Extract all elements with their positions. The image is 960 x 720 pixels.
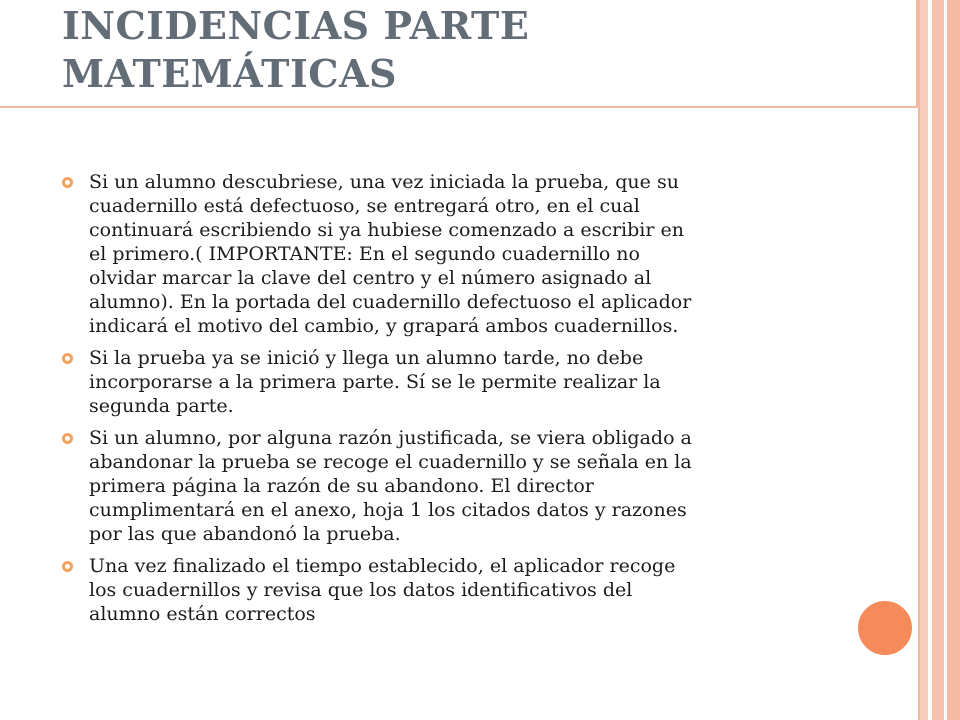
bullet-item <box>62 346 852 418</box>
bullet-line: abandonar la prueba se recoge el cuadernillo y se señala en la <box>89 451 692 473</box>
bullet-line: Si un alumno descubriese, una vez iniciada la prueba, que su <box>89 171 679 193</box>
bullet-item <box>62 170 852 338</box>
slide-title <box>62 2 882 98</box>
bullet-line: Una vez finalizado el tiempo establecido, el aplicador recoge <box>89 555 676 577</box>
stripe <box>920 0 928 720</box>
bullet-line: primera página la razón de su abandono. El director <box>89 475 594 497</box>
bullet-line: cuadernillo está defectuoso, se entregará otro, en el cual <box>89 195 640 217</box>
bullet-line: Si la prueba ya se inició y llega un alumno tarde, no debe <box>89 347 644 369</box>
bullet-list <box>62 170 852 634</box>
bullet-marker-icon <box>62 561 73 572</box>
bullet-line: alumno están correctos <box>89 603 316 625</box>
bullet-item <box>62 426 852 546</box>
accent-circle <box>856 599 914 657</box>
stripe <box>932 0 944 720</box>
stripe <box>947 0 960 720</box>
bullet-line: por las que abandonó la prueba. <box>89 523 401 545</box>
bullet-item <box>62 554 852 626</box>
title-line-2: MATEMÁTICAS <box>62 51 397 96</box>
bullet-line: incorporarse a la primera parte. Sí se le permite realizar la <box>89 371 661 393</box>
title-line-1: INCIDENCIAS PARTE <box>62 3 530 48</box>
bullet-line: indicará el motivo del cambio, y grapará ambos cuadernillos. <box>89 315 679 337</box>
bullet-line: segunda parte. <box>89 395 234 417</box>
bullet-line: continuará escribiendo si ya hubiese comenzado a escribir en <box>89 219 684 241</box>
bullet-line: cumplimentará en el anexo, hoja 1 los citados datos y razones <box>89 499 687 521</box>
bullet-line: el primero.( IMPORTANTE: En el segundo cuadernillo no <box>89 243 640 265</box>
bullet-line: Si un alumno, por alguna razón justificada, se viera obligado a <box>89 427 692 449</box>
bullet-marker-icon <box>62 353 73 364</box>
bullet-line: olvidar marcar la clave del centro y el número asignado al <box>89 267 652 289</box>
bullet-line: los cuadernillos y revisa que los datos identificativos del <box>89 579 633 601</box>
bullet-line: alumno). En la portada del cuadernillo defectuoso el aplicador <box>89 291 692 313</box>
decorative-stripes <box>920 0 960 720</box>
bullet-marker-icon <box>62 433 73 444</box>
bullet-marker-icon <box>62 177 73 188</box>
